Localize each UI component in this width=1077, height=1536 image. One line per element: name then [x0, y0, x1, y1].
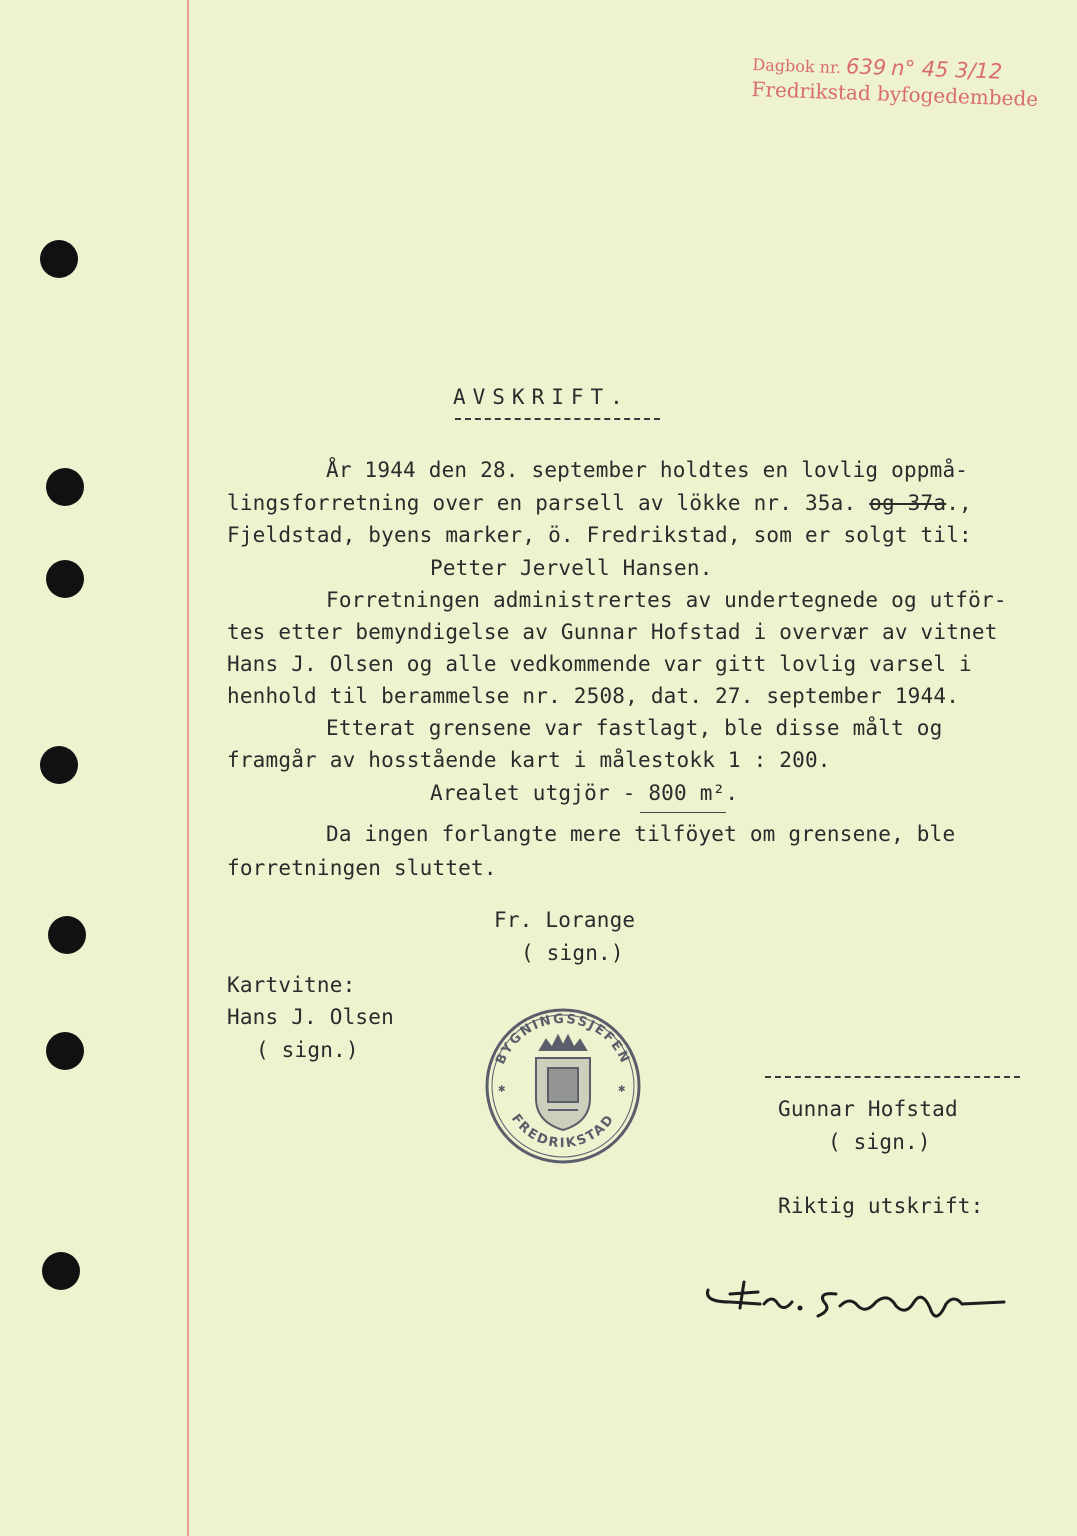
title-underline — [455, 418, 660, 420]
body-line: Forretningen administrertes av undertegnede og utför- — [326, 588, 1007, 612]
witness-label: Kartvitne: — [227, 973, 356, 997]
body-line: tes etter bemyndigelse av Gunnar Hofstad i overvær av vitnet — [227, 620, 998, 644]
buyer-name: Petter Jervell Hansen. — [430, 556, 713, 580]
svg-text:✱: ✱ — [498, 1081, 506, 1095]
handwritten-signature — [700, 1268, 1010, 1328]
witness-name: Hans J. Olsen — [227, 1005, 394, 1029]
office-name: Fredrikstad byfogedembede — [751, 76, 1039, 111]
svg-text:✱: ✱ — [618, 1081, 626, 1095]
body-text: lingsforretning over en parsell av lökke nr. 35a. — [227, 491, 870, 515]
punch-hole — [46, 1032, 84, 1070]
dagbok-suffix: n° 45 3/12 — [890, 55, 1003, 84]
body-line: Fjeldstad, byens marker, ö. Fredrikstad, som er solgt til: — [227, 523, 972, 547]
punch-hole — [46, 560, 84, 598]
punch-hole — [40, 240, 78, 278]
signature-rule — [765, 1076, 1020, 1078]
registration-stamp — [751, 51, 1039, 111]
body-line: Hans J. Olsen og alle vedkommende var gitt lovlig varsel i — [227, 652, 972, 676]
body-line: År 1944 den 28. september holdtes en lovlig oppmå- — [326, 458, 969, 482]
certified-copy-label: Riktig utskrift: — [778, 1194, 984, 1218]
coat-of-arms-icon — [536, 1036, 590, 1130]
body-line — [227, 491, 972, 515]
body-line: forretningen sluttet. — [227, 856, 497, 880]
body-line: framgår av hosstående kart i målestokk 1 : 200. — [227, 748, 831, 772]
document-title: AVSKRIFT. — [453, 385, 630, 409]
seal-bottom-text: FREDRIKSTAD — [508, 1111, 618, 1152]
body-line: henhold til berammelse nr. 2508, dat. 27. september 1944. — [227, 684, 960, 708]
signer-sign: ( sign.) — [521, 941, 624, 965]
area-line: Arealet utgjör - 800 m². — [430, 781, 739, 805]
dagbok-number: 639 — [845, 54, 887, 80]
punch-hole — [40, 746, 78, 784]
official-seal — [478, 1006, 648, 1166]
seal-top-text: BYGNINGSSJEFEN — [493, 1011, 633, 1067]
witness-sign: ( sign.) — [256, 1038, 359, 1062]
body-text: ., — [946, 491, 972, 515]
punch-hole — [48, 916, 86, 954]
signer-name: Fr. Lorange — [494, 908, 636, 932]
punch-hole — [42, 1252, 80, 1290]
margin-line — [187, 0, 189, 1536]
struck-text: og 37a — [869, 491, 947, 515]
hofstad-sign: ( sign.) — [828, 1130, 931, 1154]
punch-hole — [46, 468, 84, 506]
body-line: Da ingen forlangte mere tilföyet om grensene, ble — [326, 822, 956, 846]
body-line: Etterat grensene var fastlagt, ble disse målt og — [326, 716, 943, 740]
area-underline — [640, 812, 726, 813]
dagbok-label: Dagbok nr. — [752, 55, 842, 78]
hofstad-name: Gunnar Hofstad — [778, 1097, 958, 1121]
